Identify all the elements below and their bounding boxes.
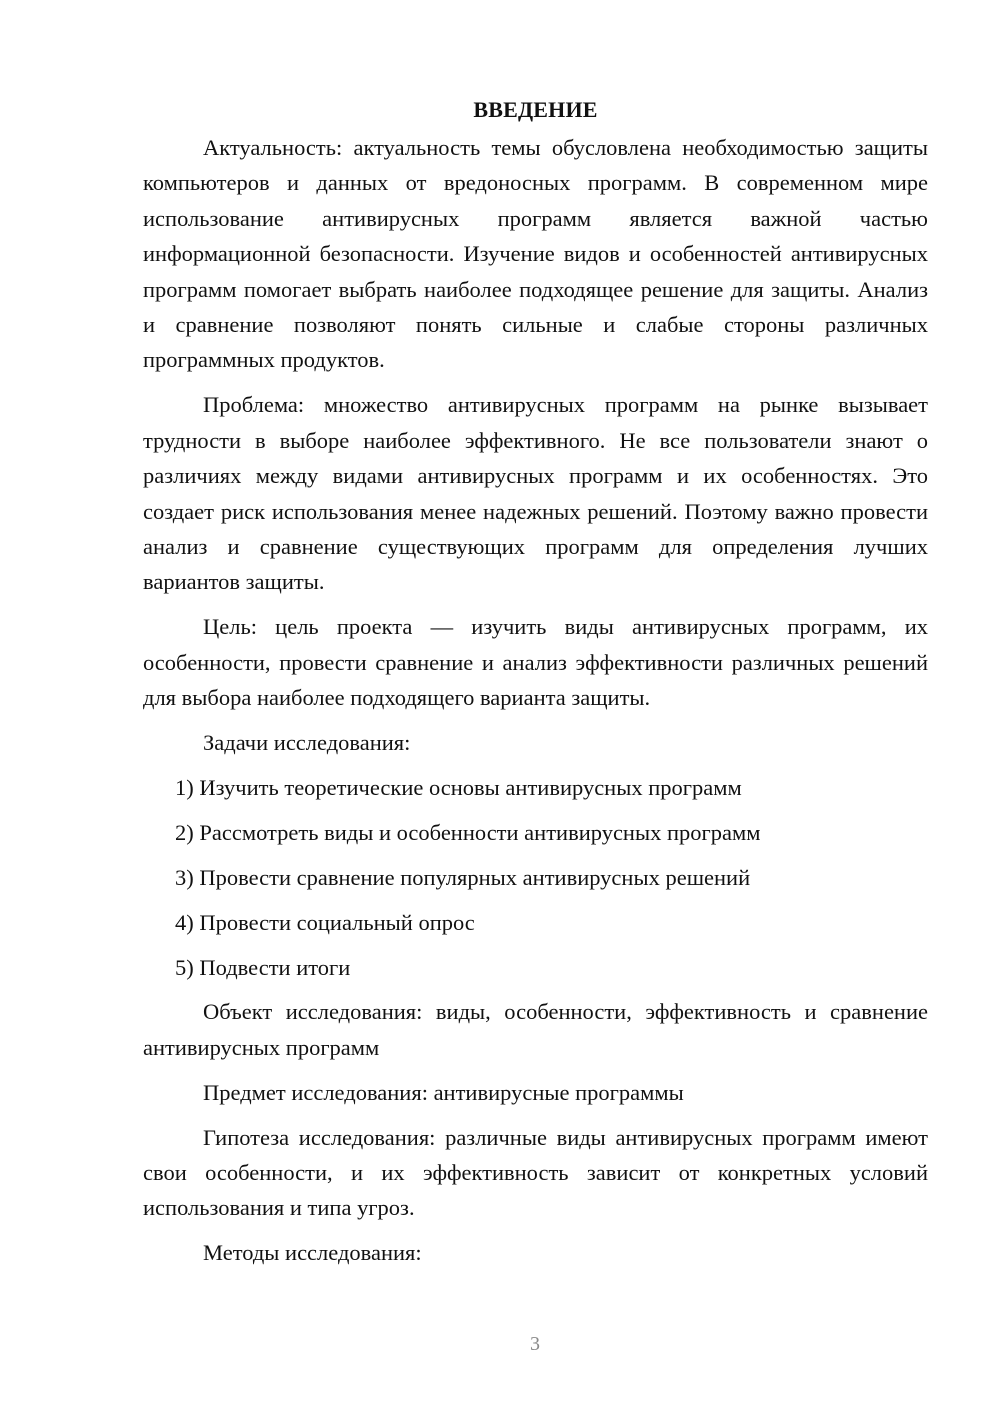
paragraph-goal: Цель: цель проекта — изучить виды антивирусных программ, их особенности, провести сравнение и анализ эффективности различных решений для выбора наиболее подходящего варианта защиты. [143, 614, 928, 711]
list-item: 5) Подвести итоги [175, 954, 351, 980]
list-item: 4) Провести социальный опрос [175, 909, 475, 935]
tasks-heading: Задачи исследования: [203, 730, 411, 755]
methods-heading: Методы исследования: [203, 1240, 422, 1266]
paragraph-subject: Предмет исследования: антивирусные программы [203, 1079, 684, 1105]
page-title: ВВЕДЕНИЕ [473, 97, 598, 122]
paragraph-hypothesis: Гипотеза исследования: различные виды антивирусных программ имеют свои особенности, и их эффективность зависит от конкретных условий использования и типа угроз. [143, 1124, 928, 1221]
list-item: 1) Изучить теоретические основы антивирусных программ [175, 774, 742, 800]
list-item: 2) Рассмотреть виды и особенности антивирусных программ [175, 819, 761, 845]
paragraph-object: Объект исследования: виды, особенности, эффективность и сравнение антивирусных программ [143, 999, 928, 1060]
page-content [143, 94, 928, 1280]
page-number: 3 [530, 1333, 540, 1355]
paragraph-relevance: Актуальность: актуальность темы обусловлена необходимостью защиты компьютеров и данных от вредоносных программ. В современном мире использование антивирусных программ является важной частью информационной безопасности. Изучение видов и особенностей антивирусных программ помогает выбрать наиболее подходящее решение для защиты. Анализ и сравнение позволяют понять сильные и слабые стороны различных программных продуктов. [143, 135, 928, 373]
paragraph-problem: Проблема: множество антивирусных программ на рынке вызывает трудности в выборе наиболее эффективного. Не все пользователи знают о различиях между видами антивирусных программ и их особенностях. Это создает риск использования менее надежных решений. Поэтому важно провести анализ и сравнение существующих программ для определения лучших вариантов защиты. [143, 392, 928, 595]
tasks-list [143, 770, 928, 985]
list-item: 3) Провести сравнение популярных антивирусных решений [175, 864, 751, 890]
